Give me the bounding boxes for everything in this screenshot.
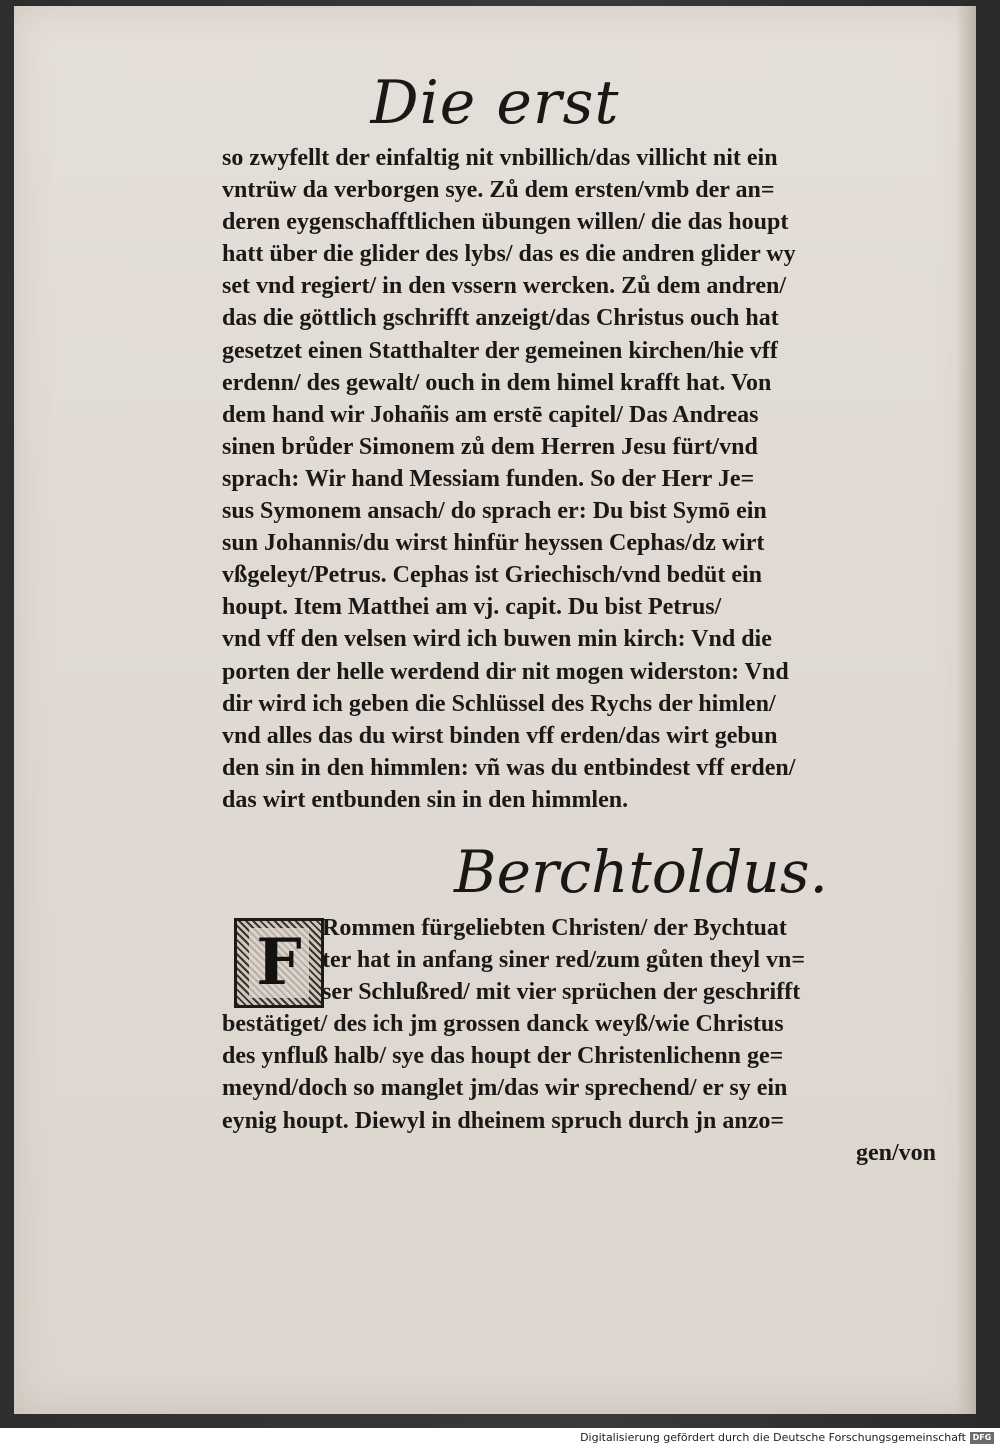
text-line: den sin in den himmlen: vñ was du entbindest vff erden/	[222, 754, 796, 781]
text-block-2	[222, 912, 942, 1169]
text-line: dir wird ich geben die Schlüssel des Rychs der himlen/	[222, 690, 776, 717]
footer-credit: Digitalisierung gefördert durch die Deutsche Forschungsgemeinschaft	[580, 1431, 966, 1444]
text-line: sun Johannis/du wirst hinfür heyssen Cephas/dz wirt	[222, 530, 765, 557]
footer-bar	[0, 1428, 1000, 1448]
text-line: meynd/doch so manglet jm/das wir sprechend/ er sy ein	[222, 1075, 788, 1102]
text-line: eynig houpt. Diewyl in dheinem spruch durch jn anzo=	[222, 1107, 784, 1134]
text-line: dem hand wir Johañis am erstē capitel/ Das Andreas	[222, 401, 759, 428]
text-line: vnd alles das du wirst binden vff erden/das wirt gebun	[222, 722, 778, 749]
text-line: des ynfluß halb/ sye das houpt der Christenlichenn ge=	[222, 1043, 784, 1070]
initial-letter: F	[249, 928, 309, 998]
text-line: vntrüw da verborgen sye. Zů dem ersten/vmb der an=	[222, 177, 775, 204]
text-line: hatt über die glider des lybs/ das es die andren glider wy	[222, 241, 796, 268]
text-line: houpt. Item Matthei am vj. capit. Du bist Petrus/	[222, 594, 722, 621]
text-line: das wirt entbunden sin in den himmlen.	[222, 786, 629, 813]
text-line: porten der helle werdend dir nit mogen widerston: Vnd	[222, 658, 789, 685]
text-line: gesetzet einen Statthalter der gemeinen kirchen/hie vff	[222, 337, 778, 364]
text-line: Rommen fürgeliebten Christen/ der Bychtuat	[322, 915, 787, 941]
text-line: set vnd regiert/ in den vssern wercken. Zů dem andren/	[222, 273, 787, 300]
text-line: erdenn/ des gewalt/ ouch in dem himel krafft hat. Von	[222, 369, 772, 396]
dfg-logo: DFG	[970, 1432, 994, 1444]
text-line: vßgeleyt/Petrus. Cephas ist Griechisch/vnd bedüt ein	[222, 562, 763, 589]
page-edge	[956, 6, 976, 1414]
text-line: sprach: Wir hand Messiam funden. So der Herr Je=	[222, 465, 755, 492]
text-line: vnd vff den velsen wird ich buwen min kirch: Vnd die	[222, 626, 772, 653]
section-heading: Berchtoldus.	[454, 838, 828, 906]
book-page	[14, 6, 976, 1414]
text-line: bestätiget/ des ich jm grossen danck weyß/wie Christus	[222, 1011, 784, 1038]
text-line: sinen brůder Simonem zů dem Herren Jesu fürt/vnd	[222, 433, 758, 460]
text-line: deren eygenschafftlichen übungen willen/ die das houpt	[222, 209, 789, 236]
text-block-1	[222, 142, 942, 816]
text-line: sus Symonem ansach/ do sprach er: Du bist Symō ein	[222, 498, 767, 525]
text-line: so zwyfellt der einfaltig nit vnbillich/das villicht nit ein	[222, 145, 778, 171]
page-heading: Die erst	[370, 68, 620, 138]
catchword: gen/von	[855, 1139, 936, 1166]
text-line: ser Schlußred/ mit vier sprüchen der geschrifft	[322, 979, 801, 1006]
text-line: das die göttlich gschrifft anzeigt/das Christus ouch hat	[222, 305, 779, 332]
text-line: ter hat in anfang siner red/zum gůten theyl vn=	[322, 947, 806, 974]
